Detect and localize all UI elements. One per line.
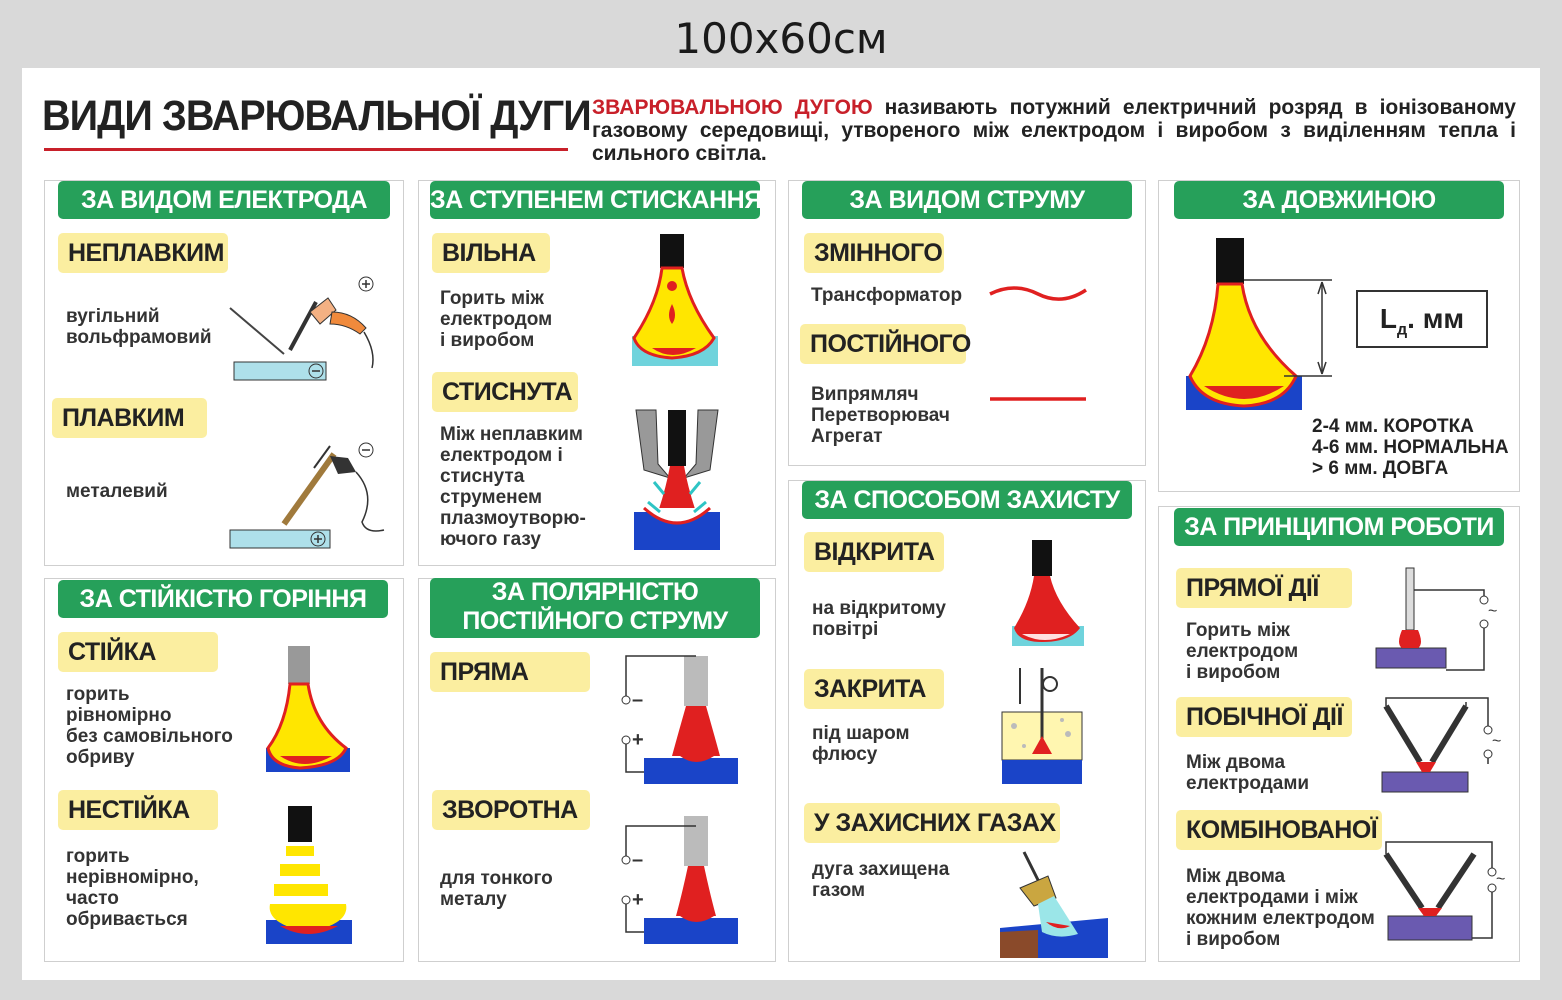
ac-wave-icon bbox=[988, 280, 1088, 304]
label-open-arc: ВІДКРИТА bbox=[804, 532, 944, 572]
label-consumable: ПЛАВКИМ bbox=[52, 398, 207, 438]
definition bbox=[592, 96, 1516, 165]
definition-text: називають потужний електричний розряд в іонізованому газовому середовищі, утвореного між електродом і виробом з виділенням тепла і сильного світла. bbox=[592, 96, 1516, 165]
desc-closed-arc: під шаром флюсу bbox=[812, 723, 910, 765]
terminal-plus-label-2: + bbox=[632, 889, 644, 911]
tungsten-electrode-illustration bbox=[226, 272, 386, 384]
free-arc-illustration bbox=[632, 232, 718, 368]
terminal-plus-label: + bbox=[632, 729, 644, 751]
desc-direct-action: Горить між електродом і виробом bbox=[1186, 620, 1299, 683]
terminal-minus-label: – bbox=[632, 689, 644, 711]
arc-length-symbol: L bbox=[1379, 303, 1397, 334]
label-unstable: НЕСТІЙКА bbox=[58, 790, 218, 830]
label-non-consumable: НЕПЛАВКИМ bbox=[58, 233, 228, 273]
header-protection: ЗА СПОСОБОМ ЗАХИСТУ bbox=[802, 481, 1132, 519]
direct-action-illustration bbox=[1374, 566, 1504, 672]
straight-polarity-illustration bbox=[618, 654, 738, 786]
unstable-arc-illustration bbox=[266, 804, 352, 944]
label-indirect-action: ПОБІЧНОЇ ДІЇ bbox=[1176, 697, 1352, 737]
desc-gas-shielded: дуга захищена газом bbox=[812, 859, 950, 901]
length-range-short: 2-4 мм. КОРОТКА bbox=[1312, 416, 1474, 437]
header-polarity-line1: ЗА ПОЛЯРНІСТЮ bbox=[491, 578, 699, 606]
length-range-long: > 6 мм. ДОВГА bbox=[1312, 458, 1449, 479]
gas-shielded-illustration bbox=[998, 848, 1110, 958]
terminal-minus-label-2: – bbox=[632, 849, 644, 871]
desc-free-arc: Горить між електродом і виробом bbox=[440, 288, 553, 351]
title-underline bbox=[44, 148, 568, 151]
label-free-arc: ВІЛЬНА bbox=[432, 233, 550, 273]
dc-line-icon bbox=[988, 394, 1088, 404]
arc-length-illustration bbox=[1184, 236, 1344, 412]
label-direct-action: ПРЯМОЇ ДІЇ bbox=[1176, 568, 1352, 608]
compressed-arc-illustration bbox=[634, 408, 720, 550]
label-closed-arc: ЗАКРИТА bbox=[804, 669, 944, 709]
desc-stable: горить рівномірно без самовільного обриву bbox=[66, 684, 233, 768]
desc-open-arc: на відкритому повітрі bbox=[812, 598, 946, 640]
desc-reverse-polarity: для тонкого металу bbox=[440, 868, 553, 910]
indirect-action-illustration bbox=[1376, 692, 1506, 798]
label-stable: СТІЙКА bbox=[58, 632, 218, 672]
label-straight-polarity: ПРЯМА bbox=[430, 652, 590, 692]
desc-unstable: горить нерівномірно, часто обривається bbox=[66, 846, 199, 930]
submerged-arc-illustration bbox=[1000, 664, 1086, 786]
label-gas-shielded: У ЗАХИСНИХ ГАЗАХ bbox=[804, 803, 1060, 843]
desc-compressed-arc: Між неплавким електродом і стиснута струменем плазмоутворю- ючого газу bbox=[440, 424, 586, 550]
header-current: ЗА ВИДОМ СТРУМУ bbox=[802, 181, 1132, 219]
desc-ac: Трансформатор bbox=[811, 285, 963, 306]
desc-consumable: металевий bbox=[66, 481, 168, 502]
label-reverse-polarity: ЗВОРОТНА bbox=[432, 790, 590, 830]
header-length: ЗА ДОВЖИНОЮ bbox=[1174, 181, 1504, 219]
reverse-polarity-illustration bbox=[618, 814, 738, 946]
ac-symbol-icon: ~ bbox=[1488, 603, 1498, 620]
open-arc-illustration bbox=[1012, 538, 1084, 648]
stable-arc-illustration bbox=[266, 644, 350, 772]
label-combined-action: КОМБІНОВАНОЇ bbox=[1176, 810, 1382, 850]
length-range-normal: 4-6 мм. НОРМАЛЬНА bbox=[1312, 437, 1509, 458]
label-compressed-arc: СТИСНУТА bbox=[432, 372, 578, 412]
metal-electrode-illustration bbox=[226, 438, 386, 554]
header-compression: ЗА СТУПЕНЕМ СТИСКАННЯ bbox=[430, 181, 760, 219]
header-polarity-line2: ПОСТІЙНОГО СТРУМУ bbox=[462, 607, 728, 635]
header-principle: ЗА ПРИНЦИПОМ РОБОТИ bbox=[1174, 508, 1504, 546]
label-ac: ЗМІННОГО bbox=[804, 233, 944, 273]
desc-non-consumable: вугільний вольфрамовий bbox=[66, 306, 212, 348]
header-electrode: ЗА ВИДОМ ЕЛЕКТРОДА bbox=[58, 181, 390, 219]
ac-symbol-icon-3: ~ bbox=[1496, 871, 1506, 888]
arc-length-box bbox=[1356, 290, 1488, 348]
size-caption: 100х60см bbox=[674, 14, 888, 63]
header-stability: ЗА СТІЙКІСТЮ ГОРІННЯ bbox=[58, 580, 388, 618]
page-title: ВИДИ ЗВАРЮВАЛЬНОЇ ДУГИ bbox=[42, 92, 591, 140]
desc-indirect-action: Між двома електродами bbox=[1186, 752, 1310, 794]
definition-term: ЗВАРЮВАЛЬНОЮ ДУГОЮ bbox=[592, 96, 873, 119]
combined-action-illustration bbox=[1380, 828, 1508, 948]
header-polarity bbox=[430, 578, 760, 638]
arc-length-subscript: д bbox=[1396, 321, 1408, 339]
desc-dc: Випрямляч Перетворювач Агрегат bbox=[811, 384, 950, 447]
desc-combined-action: Між двома електродами і між кожним електродом і виробом bbox=[1186, 866, 1375, 950]
arc-length-unit: . мм bbox=[1407, 303, 1465, 334]
ac-symbol-icon-2: ~ bbox=[1492, 733, 1502, 750]
label-dc: ПОСТІЙНОГО bbox=[800, 324, 966, 364]
